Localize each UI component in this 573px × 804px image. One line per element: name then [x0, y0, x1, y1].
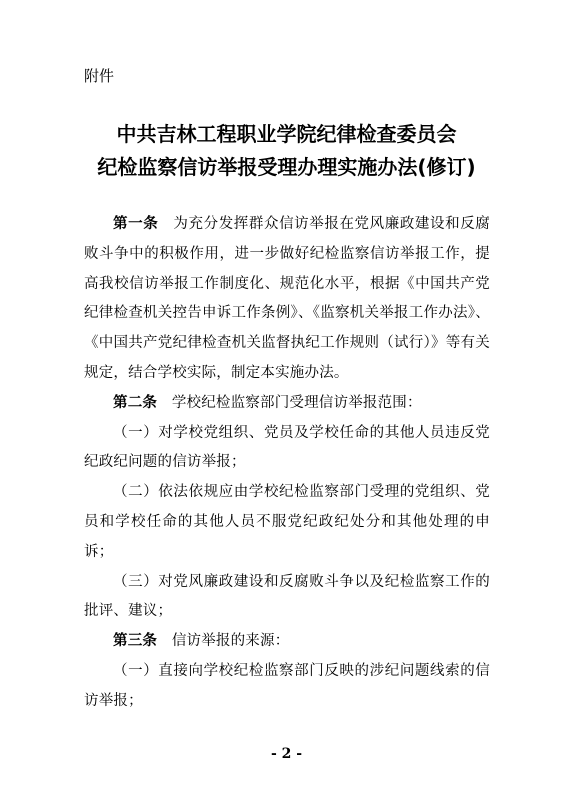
- paragraph-text: 为充分发挥群众信访举报在党风廉政建设和反腐败斗争中的积极作用，进一步做好纪检监察信访举报工作，提高我校信访举报工作制度化、规范化水平，根据《中国共产党纪律检查机关控告申诉工作条例》、《监察机关举报工作办法》、《中国共产党纪律检查机关监督执纪工作规则（试行）》等有关规定，结合学校实际，制定本实施办法。: [84, 216, 491, 381]
- paragraph-text: （一）对学校党组织、党员及学校任命的其他人员违反党纪政纪问题的信访举报；: [84, 424, 490, 471]
- article-heading: 第二条: [113, 394, 158, 411]
- article-heading: 第一条: [113, 216, 159, 232]
- paragraph-article-1: [84, 210, 490, 389]
- document-title-line-1: 中共吉林工程职业学院纪律检查委员会: [116, 122, 457, 146]
- paragraph-text: 信访举报的来源：: [171, 633, 290, 650]
- paragraph-article-2: [84, 389, 490, 419]
- page-number: - 2 -: [270, 746, 303, 762]
- paragraph-text: （三）对党风廉政建设和反腐败斗争以及纪检监察工作的批评、建议；: [84, 573, 490, 620]
- paragraph-item-2-3: [84, 568, 490, 628]
- document-body: [84, 210, 490, 717]
- paragraph-text: 学校纪检监察部门受理信访举报范围：: [171, 394, 422, 411]
- document-title-line-2: 纪检监察信访举报受理办理实施办法(修订): [97, 155, 476, 179]
- paragraph-item-2-2: [84, 478, 490, 567]
- paragraph-item-2-1: [84, 419, 490, 479]
- article-heading: 第三条: [113, 633, 158, 650]
- attachment-label: 附件: [84, 67, 115, 85]
- paragraph-item-3-1: [84, 657, 490, 717]
- paragraph-article-3: [84, 627, 490, 657]
- paragraph-text: （二）依法依规应由学校纪检监察部门受理的党组织、党员和学校任命的其他人员不服党纪政纪处分和其他处理的申诉；: [84, 484, 490, 560]
- paragraph-text: （一）直接向学校纪检监察部门反映的涉纪问题线索的信访举报；: [84, 662, 490, 709]
